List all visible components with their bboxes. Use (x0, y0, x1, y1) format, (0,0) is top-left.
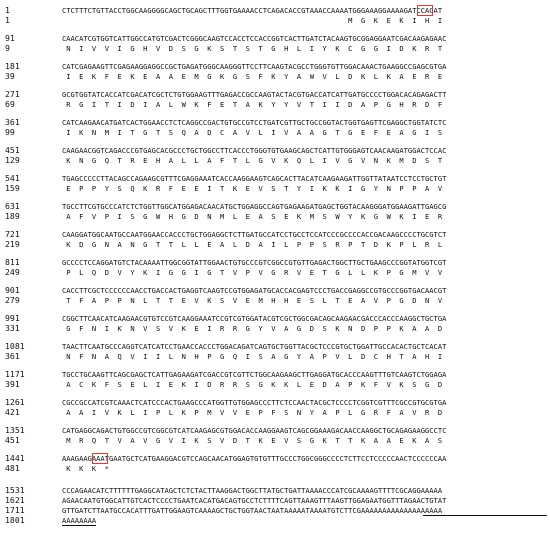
nt-row (0, 370, 550, 379)
nucleotide-sequence: CAAGGATGGCAATGCCAATGGAACCACCCTGCTGGAGGCTCTTGATGCCATCCTGCCTCCATCCCGCCCCACCGACAAGCCCCTGCGTCT (62, 230, 447, 239)
nt-row (0, 286, 550, 295)
nt-row (0, 230, 550, 239)
nt-row (0, 398, 550, 407)
aa-position: 69 (5, 99, 15, 109)
polya-underline (423, 515, 547, 516)
nt-row (0, 426, 550, 435)
amino-acid-sequence: I K N M I T G T S Q A D C A V L I V A A G T G E F E A G I S (62, 128, 443, 137)
aa-position: 451 (5, 435, 20, 445)
aa-row (0, 100, 550, 109)
nt-row (0, 258, 550, 267)
aa-position: 99 (5, 127, 15, 137)
nucleotide-sequence: AAAGAAGAAATGAATGCTCATGAAGGACGTCCAGCAACATGGAGTGTGTTTGCCCTGGCGGGCCCCTCTTCCTCCCCCAACTCCCCCCAA (62, 454, 447, 463)
amino-acid-sequence: N F N A Q V I I L N H P G Q I S A G Y A P V L D C H T A H I (62, 352, 443, 361)
amino-acid-sequence: A A I V K L I P L K P M V V E P F S N Y A P L G R F A V R D (62, 408, 443, 417)
aa-row (0, 184, 550, 193)
nt-row (0, 118, 550, 127)
amino-acid-sequence: K K K * (62, 464, 109, 473)
start-codon-box (417, 5, 433, 16)
aa-position: 421 (5, 407, 20, 417)
aa-row (0, 212, 550, 221)
nucleotide-sequence: CAACATCGTGGTCATTGGCCATGTCGACTCGGGCAAGTCCACCTCCACCGGTCACTTGATCTACAAGTGCGGAGGAATCGACAAGAGAAC (62, 34, 447, 43)
nt-position: 91 (5, 33, 15, 43)
nucleotide-sequence: CATCGAGAAGTTCGAGAAGGAGGCCGCTGAGATGGGCAAGGGTTCCTTCAAGTACGCCTGGGTGTTGGACAAACTGAAGGCCGAGCGTGA (62, 62, 447, 71)
nt-row (0, 34, 550, 43)
nt-row (0, 6, 550, 15)
amino-acid-sequence: K N G Q T R E H A L L A F T L G V K Q L I V G V N K M D S T (62, 156, 443, 165)
aa-row (0, 436, 550, 445)
nt-position: 1711 (5, 505, 25, 515)
nt-position: 541 (5, 173, 20, 183)
aa-row (0, 352, 550, 361)
nt-position: 1621 (5, 495, 25, 505)
aa-position: 279 (5, 295, 20, 305)
nt-position: 1081 (5, 341, 25, 351)
nt-position: 631 (5, 201, 20, 211)
nucleotide-sequence: GCGTGGTATCACCATCGACATCGCTCTGTGGAAGTTTGAGACCGCCAAGTACTACGTGACCATCATTGATGCCCCTGGACACAGAGACTT (62, 90, 447, 99)
stop-codon-box (92, 453, 108, 464)
nt-row (0, 342, 550, 351)
utr-row (0, 486, 550, 495)
nt-row (0, 314, 550, 323)
nt-position: 451 (5, 145, 20, 155)
nt-position: 1261 (5, 397, 25, 407)
amino-acid-sequence: E P P Y S Q K R F E E I T K E V S T Y I K K I G Y N P P A V (62, 184, 443, 193)
nt-position: 1351 (5, 425, 25, 435)
nucleotide-sequence: TGAGCCCCCTTACAGCCAGAAGCGTTTCGAGGAAATCACCAAGGAAGTCAGCACTTACATCAAGAAGATTGGTTATAATCCTCCTGCTGT (62, 174, 447, 183)
nt-position: 181 (5, 61, 20, 71)
nt-row (0, 146, 550, 155)
aa-row (0, 408, 550, 417)
nt-row (0, 454, 550, 463)
aa-row (0, 44, 550, 53)
nucleotide-sequence: CTCTTTCTGTTACCTGGCAAGGGGCAGCTGCAGCTTTGGTGAAAACCTCAGACACCGTAAACCAAAATGGGAAAGGAAAAGATCCACAT (62, 6, 443, 15)
aa-position: 219 (5, 239, 20, 249)
aa-row (0, 268, 550, 277)
nucleotide-sequence: CCCAGAACATCTTTTTTGAGGCATAGCTCTCTACTTAAGGACTGGCTTATGCTGATTAAAACCCATCGCAAAAGTTTTCGCAGGAAAAA (62, 486, 443, 495)
aa-row (0, 128, 550, 137)
aa-position: 189 (5, 211, 20, 221)
amino-acid-sequence: K D G N A N G T T L L E A L D A I L P P S R P T D K P L R L (62, 240, 443, 249)
nt-position: 1171 (5, 369, 25, 379)
nt-position: 361 (5, 117, 20, 127)
amino-acid-sequence: N I V V I G H V D S G K S T S T G H L I Y K C G G I D K R T (62, 44, 443, 53)
nt-position: 1801 (5, 515, 25, 525)
nt-row (0, 174, 550, 183)
amino-acid-sequence: M R Q T V A V G V I K S V D T K E V S G K T T K A A E K A S (62, 436, 443, 445)
polya-underline (62, 525, 96, 526)
nucleotide-sequence: TGCCTGCAAGTTCAGCGAGCTCATTGAGAAGATCGACCGTCGTTCTGGCAAGAAGCTTGAGGATGCACCCAAGTTTGTCAAGTCTGGAGA (62, 370, 447, 379)
nucleotide-sequence: CGCCGCCATCGTCAAACTCATCCCACTGAAGCCCATGGTTGTGGAGCCCTTCTCCAACTACGCTCCCCTCGGTCGTTTCGCCGTGCGTGA (62, 398, 447, 407)
nucleotide-sequence: GTTGATCTTAATGCCACATTTGATTGGAAGTCAAAAGCTGCTGGTAACTAATAAAAATAAAATGTCTTCGAAAAAAAAAAAAAAAAAAA (62, 506, 443, 515)
nucleotide-sequence: CGGCTTCAACATCAAGAACGTGTCCGTCAAGGAAATCCGTCGTGGATACGTCGCTGGCGACAGCAAGAACGACCCACCCAAGGCTGCTGA (62, 314, 447, 323)
amino-acid-sequence: R G I T I D I A L W K F E T A K Y Y V T I I D A P G H R D F (62, 100, 443, 109)
aa-position: 159 (5, 183, 20, 193)
aa-position: 361 (5, 351, 20, 361)
nt-row (0, 90, 550, 99)
aa-position: 331 (5, 323, 20, 333)
nt-position: 991 (5, 313, 20, 323)
aa-row (0, 296, 550, 305)
nucleotide-sequence: CATGAGGCAGACTGTGGCCGTCGGCGTCATCAAGAGCGTGGACACCAAGGAAGTCAGCGGAAAGACAACCAAGGCTGCAGAGAAGGCCTC (62, 426, 447, 435)
aa-row (0, 72, 550, 81)
nucleotide-sequence: CACCTTCGCTCCCCCCAACCTGACCACTGAGGTCAAGTCCGTGGAGATGCACCACGAGTCCCTGACCGAGGCCGTGCCCGGTGACAACGT (62, 286, 447, 295)
aa-position: 481 (5, 463, 20, 473)
aa-position: 9 (5, 43, 10, 53)
nucleotide-sequence: GCCCCTCCAGGATGTCTACAAAATTGGCGGTATTGGAACTGTGCCCGTCGGCCGTGTTGAGACTGGCTTGCTGAAGCCCGGTATGGTCGT (62, 258, 447, 267)
nucleotide-sequence: CATCAAGAACATGATCACTGGAACCTCTCAGGCCGACTGTGCCGTCCTGATCGTTGCTGCCGGTACTGGTGAGTTCGAGGCTGGTATCTC (62, 118, 447, 127)
amino-acid-sequence: P L Q D V Y K I G G I G T V P V G R V E T G L L K P G M V V (62, 268, 443, 277)
nt-position: 721 (5, 229, 20, 239)
aa-position: 249 (5, 267, 20, 277)
amino-acid-sequence: G F N I K N V S V K E I R R G Y V A G D S K N D P P K A A D (62, 324, 443, 333)
nucleotide-sequence: TAACTTCAATGCCCAGGTCATCATCCTGAACCACCCTGGACAGATCAGTGCTGGTTACGCTCCCGTGCTGGATTGCCACACTGCTCACAT (62, 342, 447, 351)
aa-row (0, 464, 550, 473)
nucleotide-sequence: TGCCTTCGTGCCCATCTCTGGTTGGCATGGAGACAACATGCTGGAGGCCAGTGAGAAGATGAGCTGGTACAAGGGATGGAAGATTGAGCG (62, 202, 447, 211)
amino-acid-sequence: A C K F S E L I E K I D R R S G K K L E D A P K F V K S G D (62, 380, 443, 389)
aa-row (0, 240, 550, 249)
nucleotide-sequence: CAAGAACGGTCAGACCCGTGAGCACGCCCTGCTGGCCTTCACCCTGGGTGTGAAGCAGCTCATTGTGGGAGTCAACAAGATGGACTCCAC (62, 146, 447, 155)
amino-acid-sequence: M G K E K I H I (62, 16, 443, 25)
nucleotide-sequence: AAAAAAAA (62, 516, 97, 525)
aa-position: 391 (5, 379, 20, 389)
amino-acid-sequence: T F A P P N L T T E V K S V E M H H E S L T E A V P G D N V (62, 296, 443, 305)
nt-position: 1441 (5, 453, 25, 463)
nt-row (0, 62, 550, 71)
utr-row (0, 496, 550, 505)
nt-row (0, 202, 550, 211)
aa-row (0, 380, 550, 389)
amino-acid-sequence: I E K F E K E A A E M G K G S F K Y A W V L D K L K A E R E (62, 72, 443, 81)
aa-position: 129 (5, 155, 20, 165)
nt-position: 901 (5, 285, 20, 295)
amino-acid-sequence: A F V P I S G W H G D N M L E A S E K M S W Y K G W K I E R (62, 212, 443, 221)
utr-row (0, 516, 550, 525)
nt-position: 811 (5, 257, 20, 267)
aa-row (0, 324, 550, 333)
aa-position: 1 (5, 15, 10, 25)
aa-row (0, 156, 550, 165)
utr-row (0, 506, 550, 515)
nucleotide-sequence: AGAACAATGTGGCATTGTCACTCCCCTGAATCACATGACAGTGCCTCTTTTCAGTTAAAGTTTAAGTTGGAGAATGGTTTAGAACTGTAT (62, 496, 447, 505)
aa-position: 39 (5, 71, 15, 81)
aa-row (0, 16, 550, 25)
nt-position: 271 (5, 89, 20, 99)
nt-position: 1531 (5, 485, 25, 495)
nt-position: 1 (5, 5, 10, 15)
